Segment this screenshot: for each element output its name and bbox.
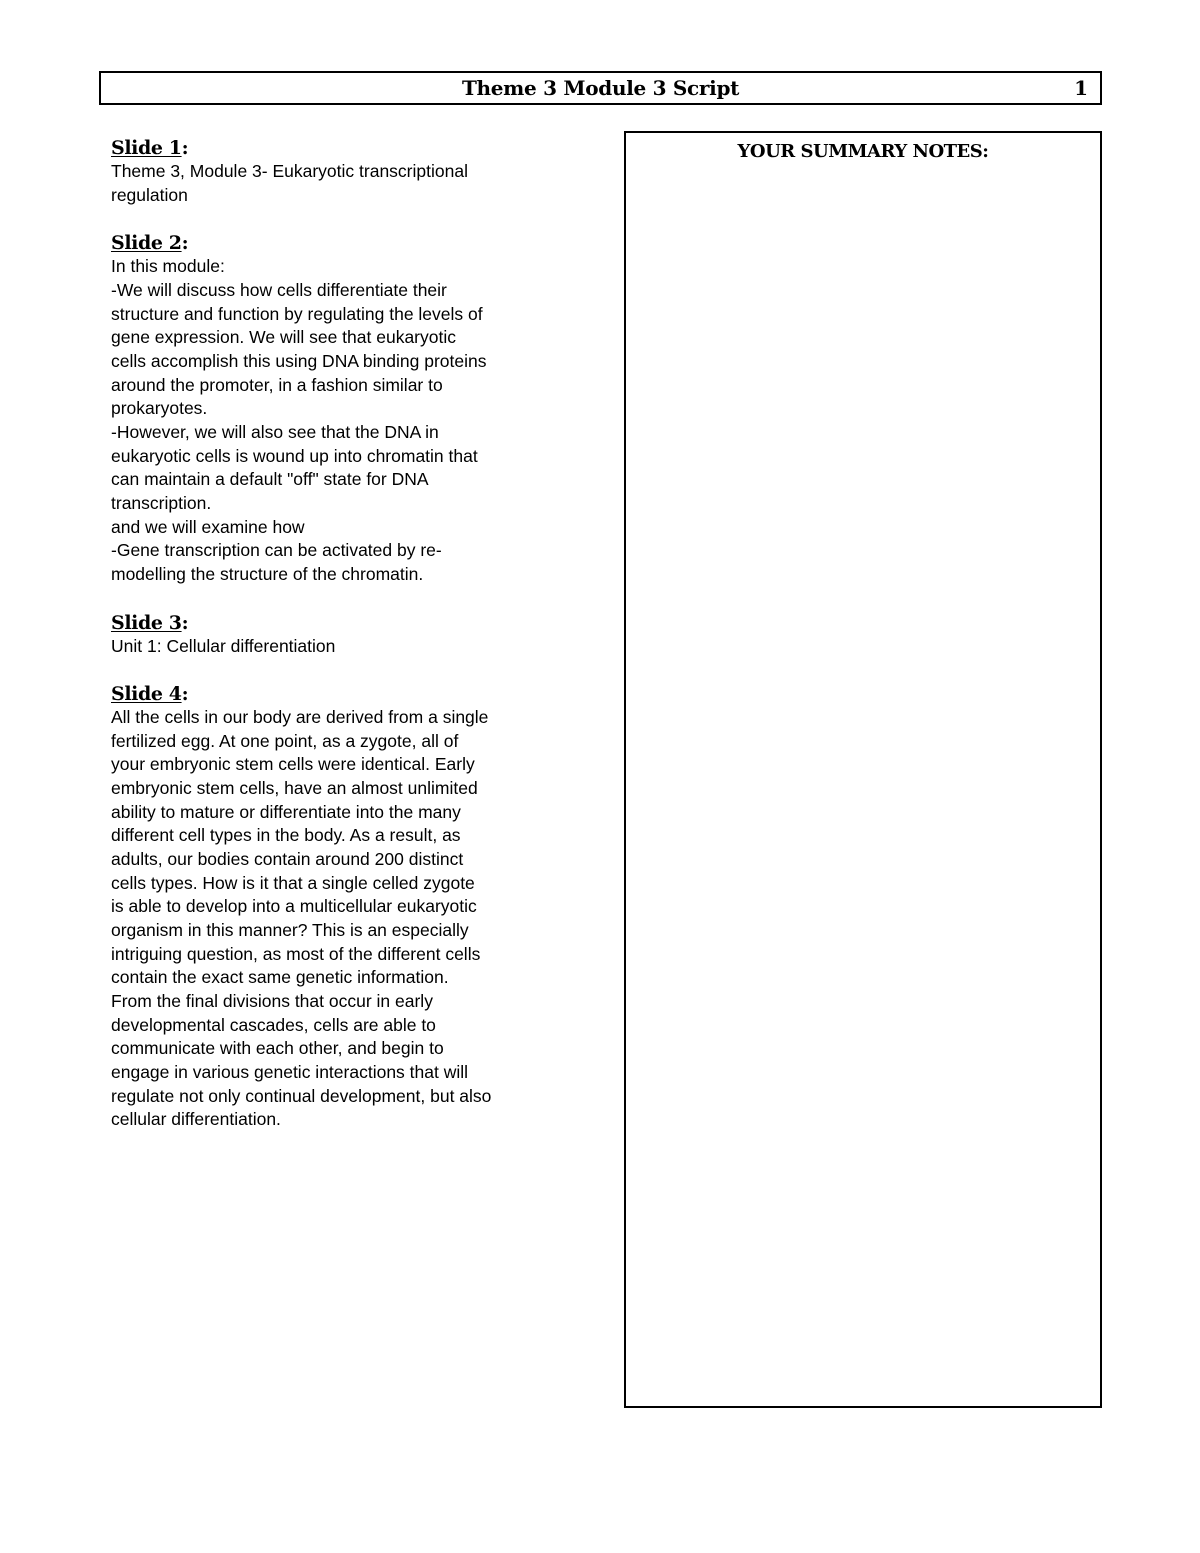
- page-header: [99, 71, 1102, 105]
- summary-notes-title: YOUR SUMMARY NOTES:: [737, 141, 989, 162]
- slide-2-label: Slide 2: [111, 232, 182, 255]
- slide-4-section: [111, 682, 581, 1132]
- document-title: Theme 3 Module 3 Script: [461, 76, 740, 100]
- slide-3-heading: Slide 3:: [111, 611, 189, 634]
- slide-2-section: [111, 231, 581, 586]
- slide-3-label: Slide 3: [111, 611, 182, 634]
- slide-3-text: Unit 1: Cellular differentiation: [111, 635, 336, 656]
- slide-1-heading: Slide 1:: [111, 137, 189, 159]
- slide-1-label: Slide 1: [111, 137, 182, 159]
- slide-4-text: All the cells in our body are derived from a single fertilized egg. At one point, as a zygote, all of your embryonic stem cells were identical. Early embryonic stem cells, have an almost unlimited ability to mature or differentiate into the many different cell types in the body. As a result, as adults, our bodies contain around 200 distinct cells types. How is it that a single celled zygote is able to develop into a multicellular eukaryotic organism in this manner? This is an especially intriguing question, as most of the different cells contain the exact same genetic information. From the final divisions that occur in early developmental cascades, cells are able to communicate with each other, and begin to engage in various genetic interactions that will regulate not only continual development, but also cellular differentiation.: [111, 707, 492, 1130]
- slide-1-text: Theme 3, Module 3- Eukaryotic transcriptional regulation: [111, 161, 468, 205]
- slide-2-text: In this module: -We will discuss how cells differentiate their structure and function by regulating the levels of gene expression. We will see that eukaryotic cells accomplish this using DNA binding proteins around the promoter, in a fashion similar to prokaryotes. -However, we will also see that the DNA in eukaryotic cells is wound up into chromatin that can maintain a default "off" state for DNA transcription. and we will examine how -Gene transcription can be activated by re- modelling the structure of the chromatin.: [111, 256, 487, 584]
- script-column: [111, 136, 581, 1156]
- slide-1-section: [111, 136, 581, 207]
- summary-notes-box[interactable]: [624, 131, 1102, 1408]
- slide-4-label: Slide 4: [111, 683, 182, 706]
- slide-4-heading: Slide 4:: [111, 683, 189, 706]
- slide-3-section: [111, 611, 581, 659]
- slide-2-heading: Slide 2:: [111, 232, 189, 255]
- page-number: 1: [1074, 76, 1088, 100]
